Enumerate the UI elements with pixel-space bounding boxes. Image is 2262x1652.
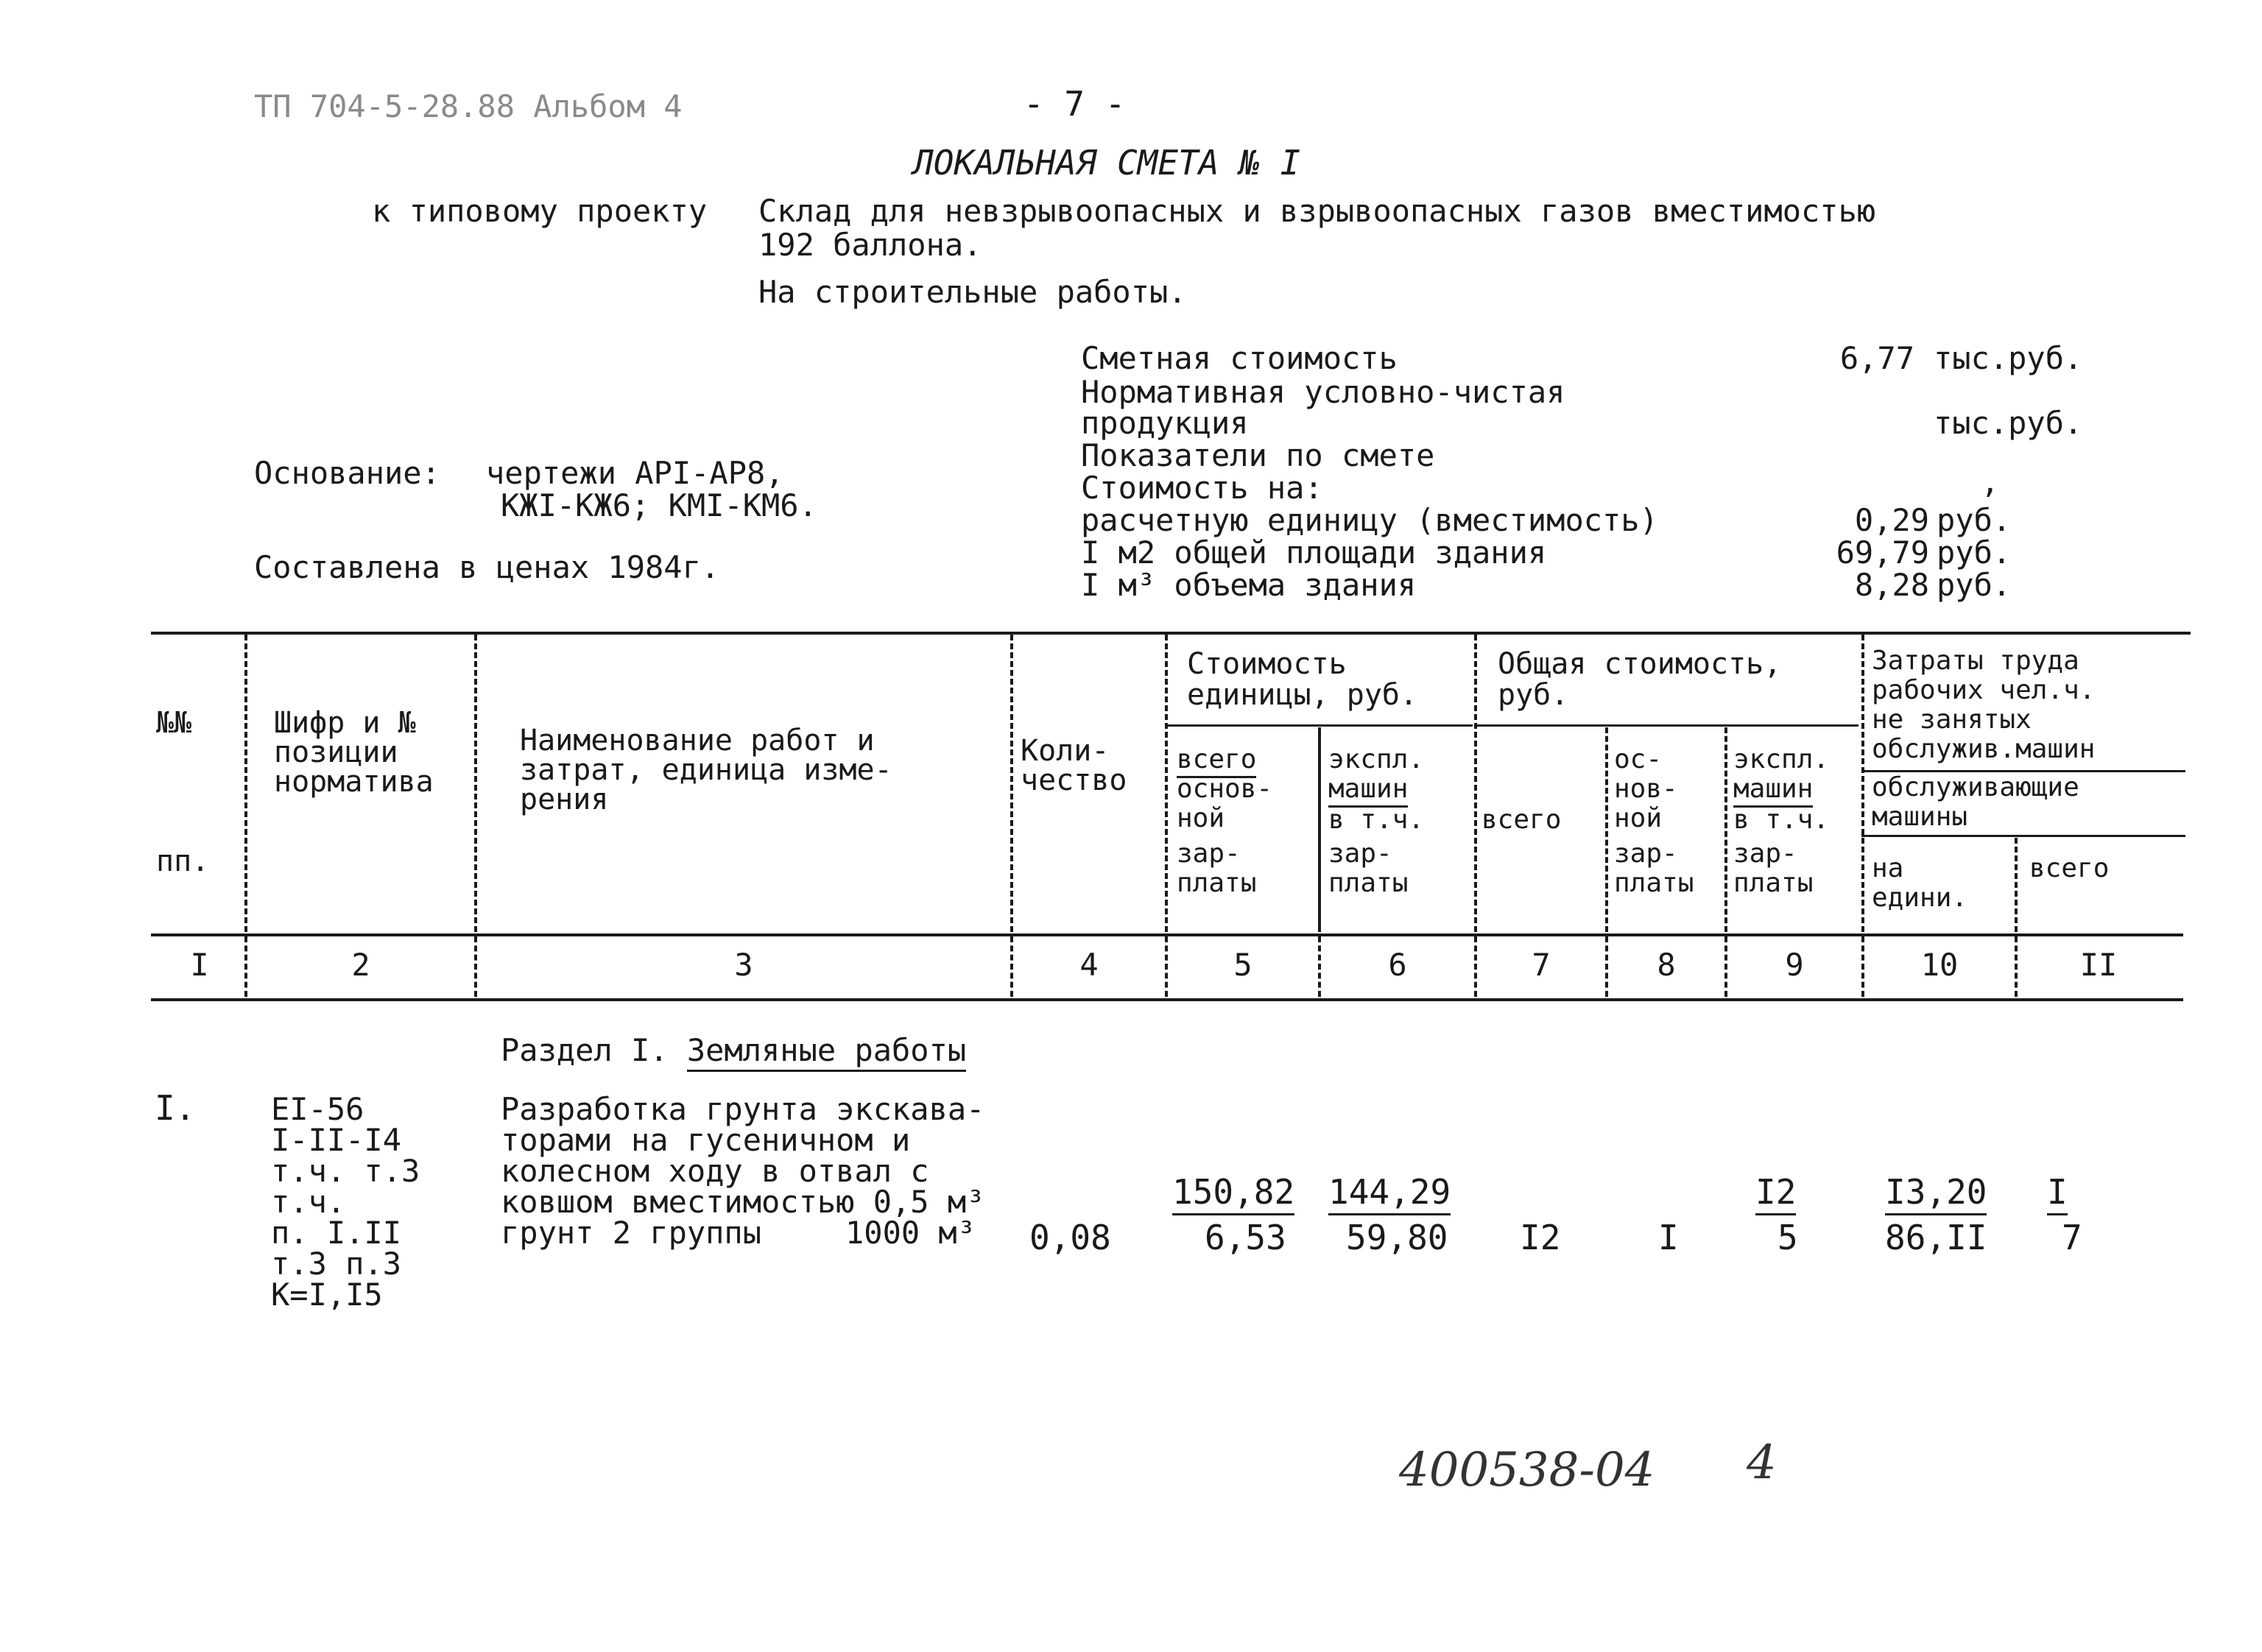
header-col5: платы <box>1177 868 1257 898</box>
header-col6: в т.ч. <box>1328 805 1425 835</box>
document-reference: ТП 704-5-28.88 Альбом 4 <box>254 88 683 124</box>
header-quantity: Коли- <box>1021 734 1110 768</box>
header-col10: на <box>1872 853 1904 883</box>
header-col6: экспл. <box>1328 744 1425 774</box>
column-number: 9 <box>1785 947 1804 983</box>
header-col8: платы <box>1614 868 1694 898</box>
header-col10: едини. <box>1872 883 1968 913</box>
works-type: На строительные работы. <box>758 274 1187 310</box>
page-number: - 7 - <box>1023 84 1126 124</box>
header-col9: платы <box>1733 868 1814 898</box>
summary-value: 69,79 <box>1836 534 1929 571</box>
row-c9-top: I2 <box>1755 1172 1796 1215</box>
header-col8: ной <box>1614 803 1663 833</box>
col-divider <box>2015 838 2018 932</box>
header-col9: в т.ч. <box>1733 805 1830 835</box>
summary-label: Сметная стоимость <box>1081 340 1398 376</box>
row-labor-unit-machines: 86,II <box>1885 1218 1987 1257</box>
header-col6-line: машин <box>1328 774 1408 808</box>
summary-label: I м2 общей площади здания <box>1081 534 1547 571</box>
col-divider <box>1165 635 1168 932</box>
project-name-line2: 192 баллона. <box>758 227 982 263</box>
summary-unit: руб. <box>1937 502 2012 538</box>
column-number: 3 <box>734 947 753 983</box>
header-total-cost: Общая стоимость, <box>1498 647 1782 681</box>
row-work-name: грунт 2 группы <box>501 1215 762 1251</box>
header-col9 <box>1733 774 1813 804</box>
column-number: I <box>190 947 209 983</box>
header-total-cost: руб. <box>1498 678 1569 712</box>
row-c6-top: 144,29 <box>1328 1172 1451 1215</box>
unit-cost-subrule <box>1165 724 1473 727</box>
price-basis: Составлена в ценах 1984г. <box>254 549 720 585</box>
header-col6: платы <box>1328 868 1409 898</box>
header-item-number: №№ <box>156 706 192 740</box>
section-name: Земляные работы <box>687 1032 966 1072</box>
col-divider <box>244 635 247 932</box>
header-col8: нов- <box>1614 774 1678 804</box>
summary-label: I м³ объема здания <box>1081 567 1417 603</box>
page-title: ЛОКАЛЬНАЯ СМЕТА № I <box>913 143 1301 183</box>
header-labor: обслужив.машин <box>1872 734 2096 764</box>
header-col6 <box>1328 774 1408 804</box>
summary-unit: тыс.руб. <box>1934 405 2083 441</box>
column-number: 8 <box>1657 947 1676 983</box>
row-code: т.ч. т.3 <box>271 1153 420 1189</box>
col-divider <box>1605 727 1608 932</box>
header-labor-sub: машины <box>1872 802 1968 832</box>
summary-label: продукция <box>1081 405 1249 441</box>
column-number: 2 <box>351 947 370 983</box>
header-code: Шифр и № <box>274 706 416 740</box>
row-code: К=I,I5 <box>271 1277 383 1313</box>
summary-unit: руб. <box>1937 567 2012 603</box>
row-machine-wages: 59,80 <box>1346 1218 1448 1257</box>
summary-unit: руб. <box>1937 534 2012 571</box>
header-col5-line: всего <box>1177 744 1256 778</box>
row-work-name: торами на гусеничном и <box>501 1122 911 1158</box>
row-labor-total <box>2047 1173 2068 1210</box>
row-total-machine <box>1755 1173 1796 1210</box>
total-cost-subrule <box>1476 724 1858 727</box>
header-col5 <box>1177 745 1256 774</box>
summary-unit: , <box>1981 464 2000 500</box>
row-quantity: 0,08 <box>1029 1218 1111 1257</box>
column-number: 6 <box>1388 947 1407 983</box>
row-work-name: колесном ходу в отвал с <box>501 1153 929 1189</box>
row-unit-cost-wages: 6,53 <box>1205 1218 1286 1257</box>
header-col7: всего <box>1481 805 1562 835</box>
row-code: I-II-I4 <box>271 1122 402 1158</box>
row-work-name: Разработка грунта экскава- <box>501 1091 985 1127</box>
col-divider <box>474 635 477 932</box>
row-total-wages: I <box>1658 1218 1679 1257</box>
summary-value: 0,29 <box>1854 502 1929 538</box>
header-col11: всего <box>2029 853 2110 883</box>
header-labor-sub: обслуживающие <box>1872 772 2079 802</box>
row-code: т.ч. <box>271 1184 346 1220</box>
column-number: 5 <box>1233 947 1252 983</box>
summary-label: Стоимость на: <box>1081 470 1323 506</box>
header-unit-cost: единицы, руб. <box>1187 678 1418 712</box>
project-label: к типовому проекту <box>372 193 708 229</box>
row-unit: 1000 м³ <box>845 1215 976 1251</box>
row-code: п. I.II <box>271 1215 402 1251</box>
basis-line1: чертежи АРI-АР8, <box>486 455 784 491</box>
column-number: II <box>2079 947 2118 983</box>
row-c10-top: I3,20 <box>1885 1172 1987 1215</box>
header-col6: зар- <box>1328 839 1392 869</box>
row-code: ЕI-56 <box>271 1091 364 1127</box>
row-code: т.3 п.3 <box>271 1246 402 1282</box>
col-divider <box>1724 727 1727 932</box>
row-work-name: ковшом вместимостью 0,5 м³ <box>501 1184 985 1220</box>
row-labor-total-machines: 7 <box>2062 1218 2082 1257</box>
header-unit-cost: Стоимость <box>1187 647 1347 681</box>
column-number: 7 <box>1532 947 1551 983</box>
header-labor: рабочих чел.ч. <box>1872 675 2096 705</box>
row-c5-top: 150,82 <box>1172 1172 1294 1215</box>
basis-line2: КЖI-КЖ6; КМI-КМ6. <box>501 487 817 523</box>
header-col9-line: машин <box>1733 774 1813 808</box>
header-col9: зар- <box>1733 839 1797 869</box>
labor-subrule-2 <box>1861 835 2185 837</box>
header-col5: ной <box>1177 803 1225 833</box>
col-divider <box>1010 635 1013 932</box>
header-labor: не занятых <box>1872 705 2032 735</box>
col-divider <box>1861 635 1864 932</box>
number-row-rule <box>151 998 2183 1001</box>
header-code: норматива <box>274 765 434 799</box>
row-number: I. <box>155 1088 196 1128</box>
project-name-line1: Склад для невзрывоопасных и взрывоопасных газов вместимостью <box>758 193 1876 229</box>
summary-unit: тыс.руб. <box>1934 340 2083 376</box>
header-labor: Затраты труда <box>1872 646 2079 676</box>
sheet-mark: 4 <box>1747 1436 1777 1490</box>
header-work-name: рения <box>520 783 609 816</box>
column-number: 4 <box>1079 947 1099 983</box>
header-col8: ос- <box>1614 744 1663 774</box>
header-col5: основ- <box>1177 774 1273 804</box>
row-c11-top: I <box>2047 1172 2068 1215</box>
summary-value: 6,77 <box>1839 340 1914 376</box>
summary-label: расчетную единицу (вместимость) <box>1081 502 1658 538</box>
header-work-name: затрат, единица изме- <box>520 753 892 787</box>
table-top-rule <box>151 632 2191 635</box>
header-col9: экспл. <box>1733 744 1830 774</box>
col-divider <box>1474 635 1477 932</box>
header-code: позиции <box>274 735 398 769</box>
summary-value: 8,28 <box>1854 567 1929 603</box>
row-labor-unit <box>1885 1173 1987 1210</box>
header-quantity: чество <box>1021 763 1127 797</box>
header-col8: зар- <box>1614 839 1678 869</box>
header-work-name: Наименование работ и <box>520 724 875 758</box>
header-col5: зар- <box>1177 839 1241 869</box>
section-prefix: Раздел I. <box>501 1032 669 1068</box>
row-unit-cost-total <box>1172 1173 1294 1210</box>
row-machine-cost <box>1328 1173 1451 1210</box>
column-number: 10 <box>1920 947 1959 983</box>
inventory-stamp: 400538-04 <box>1399 1443 1655 1497</box>
col-divider <box>1318 727 1321 932</box>
summary-label: Показатели по смете <box>1081 437 1435 473</box>
header-item-number-sub: пп. <box>156 844 210 878</box>
summary-label: Нормативная условно-чистая <box>1081 374 1565 410</box>
section-heading <box>501 1034 966 1067</box>
row-total-machine-wages: 5 <box>1777 1218 1798 1257</box>
row-total-cost: I2 <box>1520 1218 1561 1257</box>
basis-label: Основание: <box>254 455 440 491</box>
